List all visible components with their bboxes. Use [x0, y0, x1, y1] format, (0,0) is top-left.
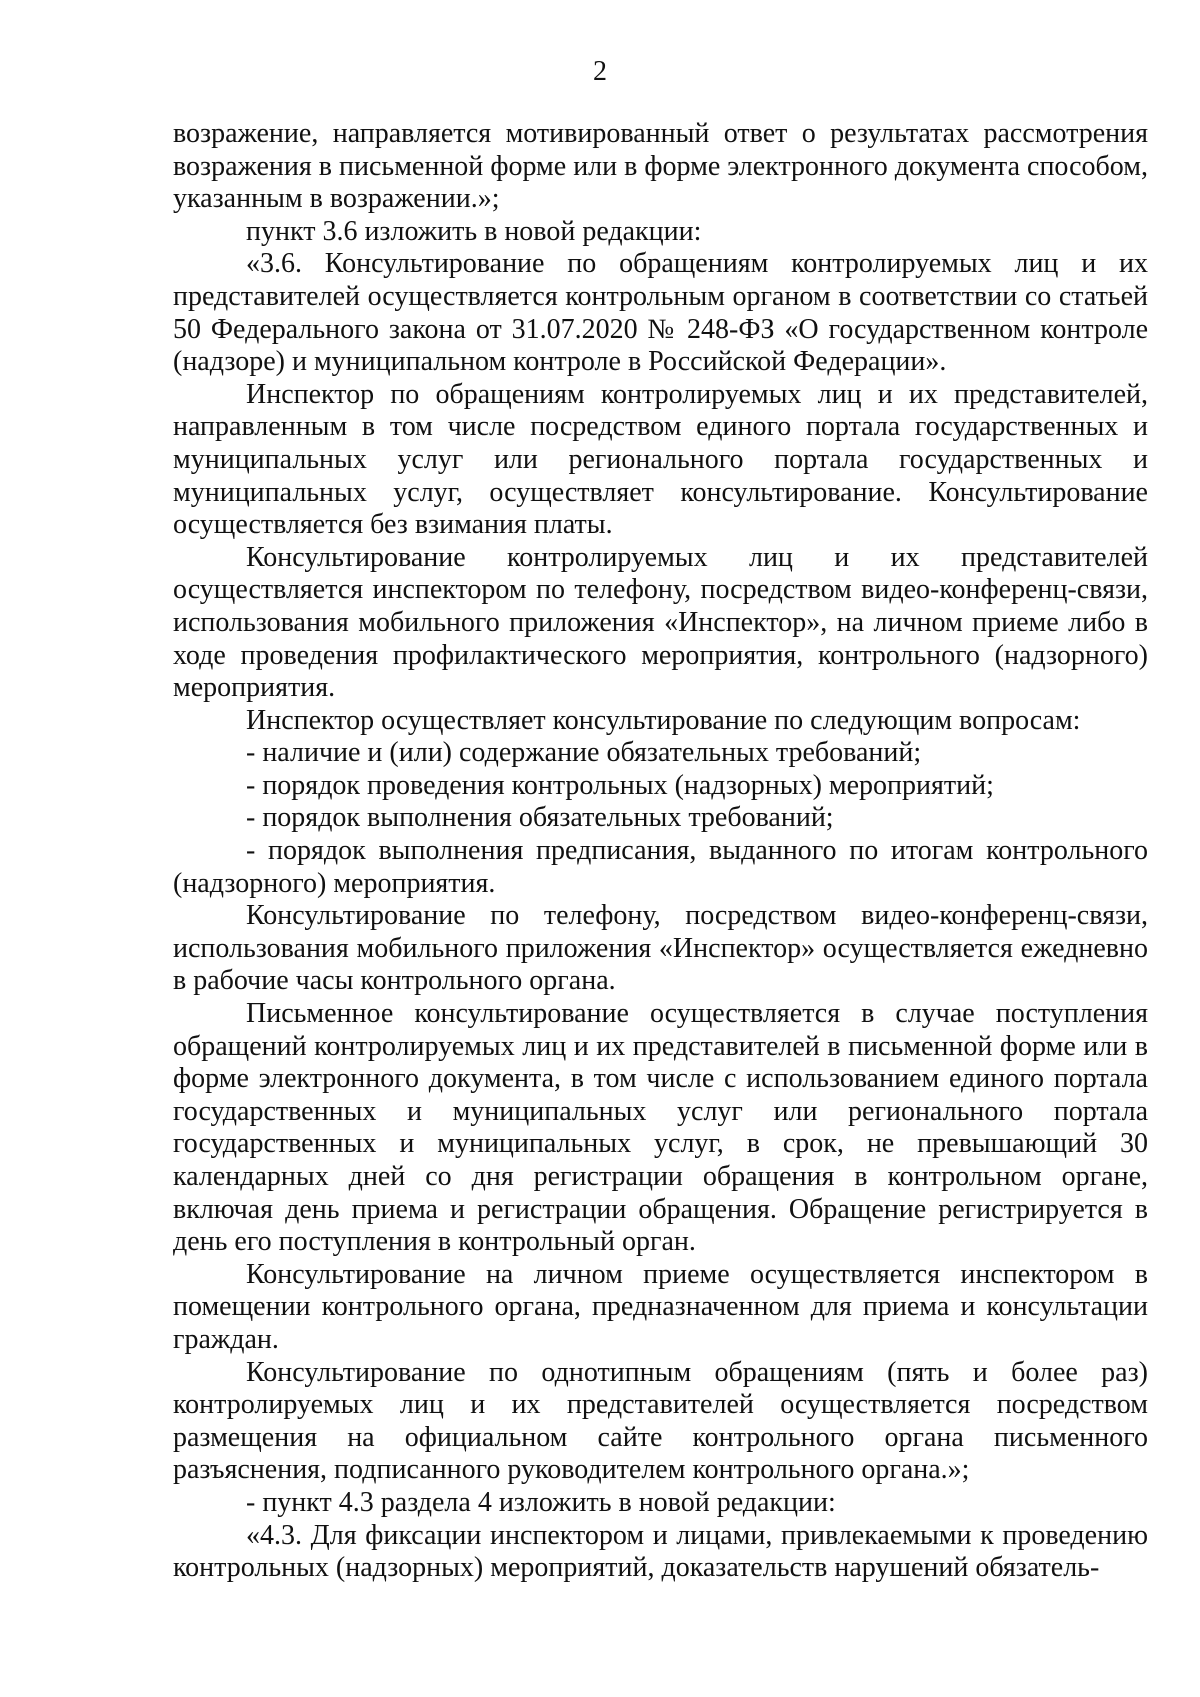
paragraph-written-consultation: Письменное консультирование осуществляется в случае поступления обращений контролируемых лиц и их представителей в письменной форме или в форме электронного документа, в том числе с использованием единого портала государственных и муниципальных услуг или регионального портала государственных и муниципальных услуг, в срок, не превышающий 30 календарных дней со дня регистрации обращения в контрольном органе, включая день приема и регистрации обращения. Обращение регистрируется в день его поступления в контрольный орган. — [173, 998, 1148, 1258]
paragraph-phone-consultation: Консультирование по телефону, посредством видео-конференц-связи, использования мобильного приложения «Инспектор» осуществляется ежедневно в рабочие часы контрольного органа. — [173, 900, 1148, 997]
paragraph-continuation: возражение, направляется мотивированный ответ о результатах рассмотрения возражения в письменной форме или в форме электронного документа способом, указанным в возражении.»; — [173, 118, 1148, 215]
paragraph-amendment-4-3-intro: - пункт 4.3 раздела 4 изложить в новой редакции: — [246, 1486, 836, 1518]
list-item-requirements-fulfillment: - порядок выполнения обязательных требований; — [246, 802, 834, 834]
paragraph-personal-reception: Консультирование на личном приеме осуществляется инспектором в помещении контрольного органа, предназначенном для приема и консультации граждан. — [173, 1258, 1148, 1355]
paragraph-4-3-evidence: «4.3. Для фиксации инспектором и лицами, привлекаемыми к проведению контрольных (надзорных) мероприятий, доказательств нарушений обязатель- — [173, 1519, 1148, 1584]
list-item-requirements-content: - наличие и (или) содержание обязательных требований; — [246, 737, 922, 769]
list-item-prescription-fulfillment: - порядок выполнения предписания, выданного по итогам контрольного (надзорного) мероприятия. — [173, 835, 1148, 899]
paragraph-repeated-requests: Консультирование по однотипным обращениям (пять и более раз) контролируемых лиц и их представителей осуществляется посредством размещения на официальном сайте контрольного органа письменного разъяснения, подписанного руководителем контрольного органа.»; — [173, 1356, 1148, 1486]
page-number: 2 — [593, 56, 607, 87]
paragraph-inspector-consults: Инспектор по обращениям контролируемых лиц и их представителей, направленным в том числе посредством единого портала государственных и муниципальных услуг или регионального портала государственных и муниципальных услуг, осуществляет консультирование. Консультирование осуществляется без взимания платы. — [173, 378, 1148, 541]
paragraph-amendment-3-6-intro: пункт 3.6 изложить в новой редакции: — [246, 215, 702, 247]
document-body — [173, 118, 1148, 1585]
paragraph-consultation-topics: Инспектор осуществляет консультирование по следующим вопросам: — [246, 704, 1081, 736]
paragraph-consultation-methods: Консультирование контролируемых лиц и их представителей осуществляется инспектором по телефону, посредством видео-конференц-связи, использования мобильного приложения «Инспектор», на личном приеме либо в ходе проведения профилактического мероприятия, контрольного (надзорного) мероприятия. — [173, 541, 1148, 704]
list-item-control-procedure: - порядок проведения контрольных (надзорных) мероприятий; — [246, 769, 994, 801]
paragraph-3-6-consultation: «3.6. Консультирование по обращениям контролируемых лиц и их представителей осуществляется контрольным органом в соответствии со статьей 50 Федерального закона от 31.07.2020 № 248-ФЗ «О государственном контроле (надзоре) и муниципальном контроле в Российской Федерации». — [173, 248, 1148, 378]
